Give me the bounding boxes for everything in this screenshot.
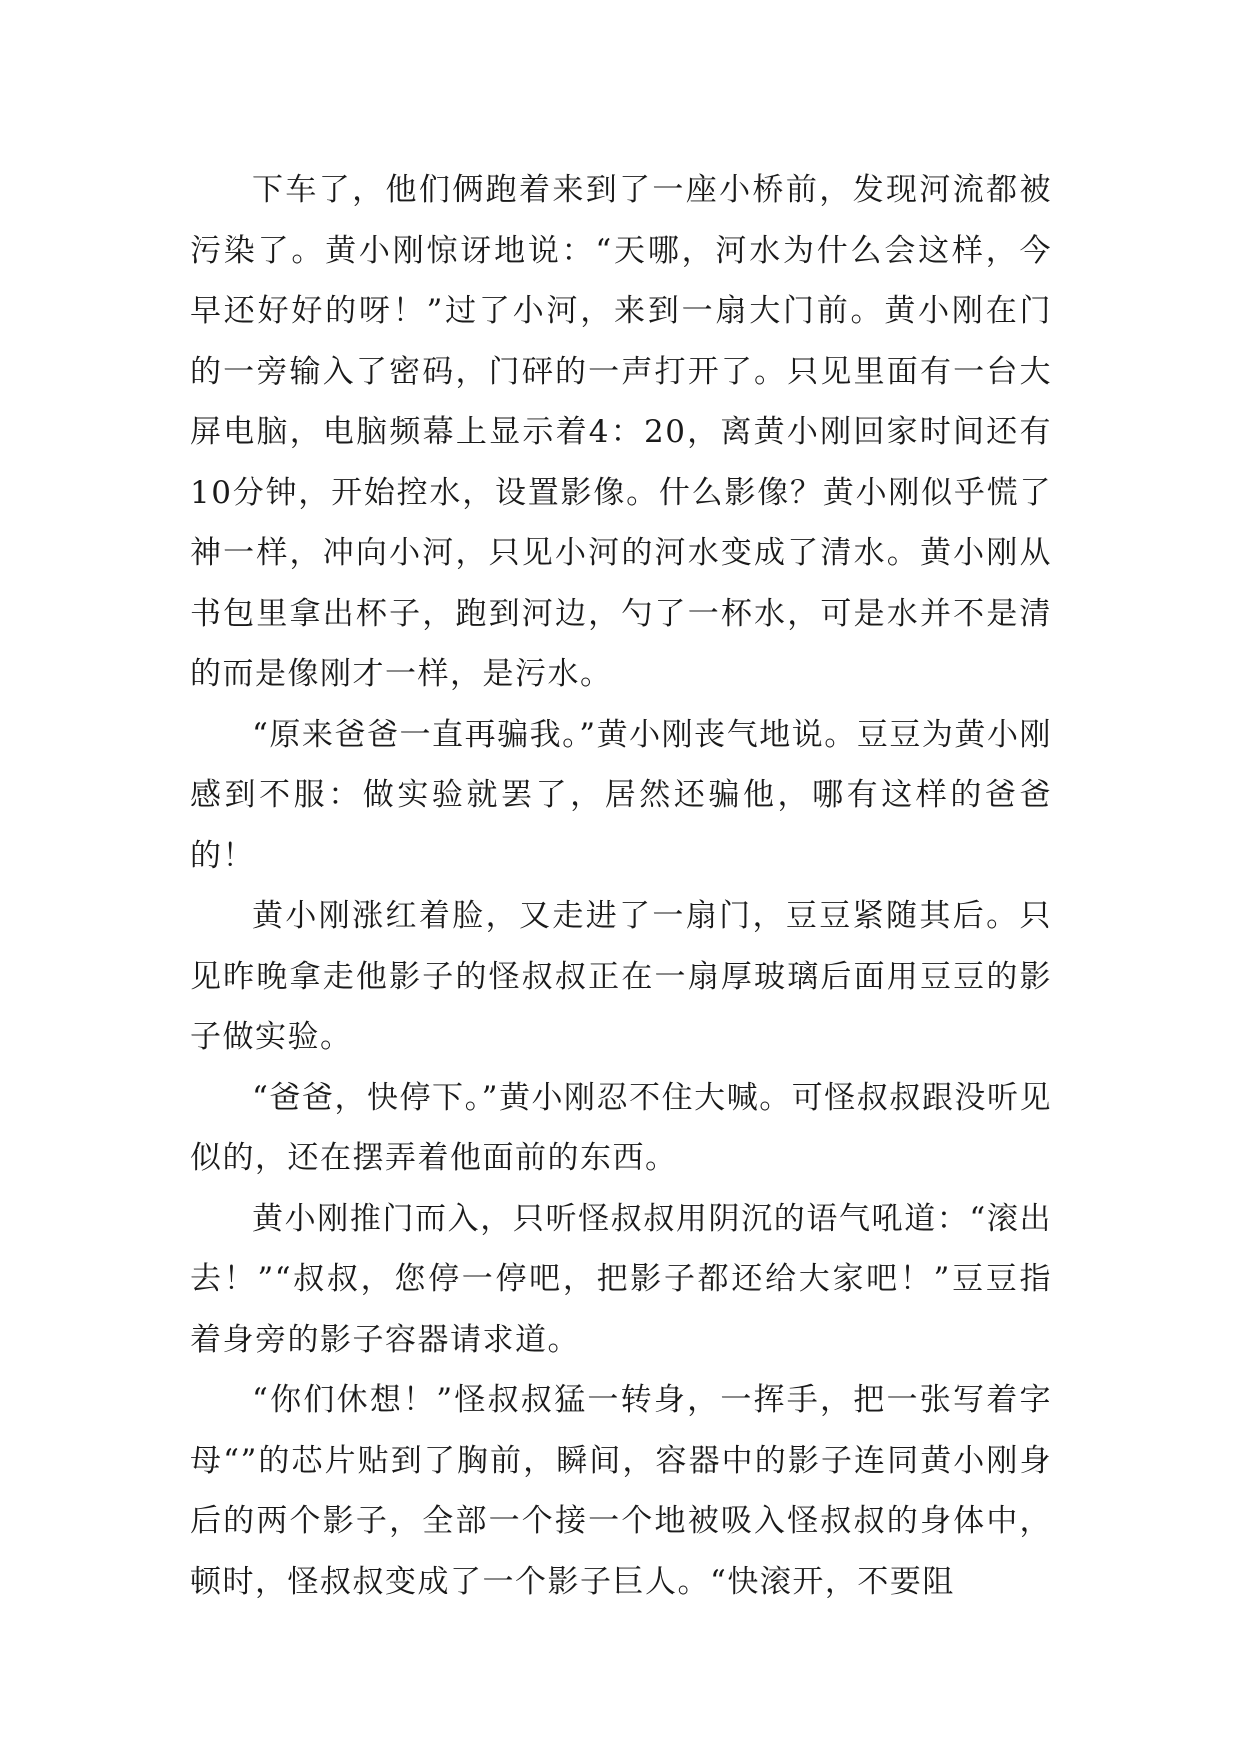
paragraph: “原来爸爸一直再骗我。”黄小刚丧气地说。豆豆为黄小刚感到不服：做实验就罢了，居然还骗他，哪有这样的爸爸的！: [190, 716, 1052, 874]
paragraph: 黄小刚推门而入，只听怪叔叔用阴沉的语气吼道：“滚出去！”“叔叔，您停一停吧，把影子都还给大家吧！”豆豆指着身旁的影子容器请求道。: [190, 1200, 1052, 1358]
document-body: [190, 160, 1052, 1612]
paragraph: “爸爸，快停下。”黄小刚忍不住大喊。可怪叔叔跟没听见似的，还在摆弄着他面前的东西。: [190, 1079, 1052, 1176]
paragraph: 黄小刚涨红着脸，又走进了一扇门，豆豆紧随其后。只见昨晚拿走他影子的怪叔叔正在一扇厚玻璃后面用豆豆的影子做实验。: [190, 898, 1052, 1055]
paragraph: “你们休想！”怪叔叔猛一转身，一挥手，把一张写着字母“”的芯片贴到了胸前，瞬间，容器中的影子连同黄小刚身后的两个影子，全部一个接一个地被吸入怪叔叔的身体中，顿时，怪叔叔变成了一个影子巨人。“快滚开，不要阻: [190, 1382, 1052, 1600]
paragraph: 下车了，他们俩跑着来到了一座小桥前，发现河流都被污染了。黄小刚惊讶地说：“天哪，河水为什么会这样，今早还好好的呀！”过了小河，来到一扇大门前。黄小刚在门的一旁输入了密码，门砰的一声打开了。只见里面有一台大屏电脑，电脑频幕上显示着4：20，离黄小刚回家时间还有10分钟，开始控水，设置影像。什么影像？黄小刚似乎慌了神一样，冲向小河，只见小河的河水变成了清水。黄小刚从书包里拿出杯子，跑到河边，勺了一杯水，可是水并不是清的而是像刚才一样，是污水。: [190, 172, 1052, 692]
